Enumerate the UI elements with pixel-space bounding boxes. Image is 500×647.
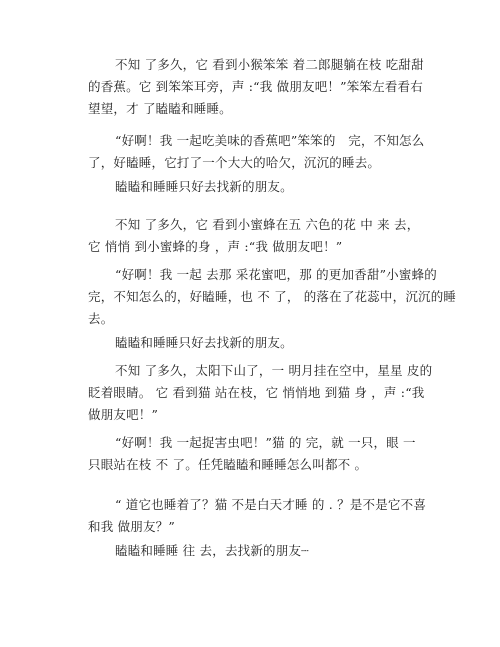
- paragraph-6-line-1: 瞌瞌和睡睡只好去找新的朋友。: [115, 335, 293, 350]
- paragraph-7-line-2: 眨着眼睛。 它 看到猫 站在枝，它 悄悄地 到猫 身 ，声 :“我: [88, 385, 425, 400]
- paragraph-10: [88, 540, 406, 562]
- paragraph-2-line-2: 了，好瞌睡，它打了一个大大的哈欠，沉沉的睡去。: [88, 155, 381, 170]
- paragraph-8-line-2: 只眼站在枝 不 了。任凭瞌瞌和睡睡怎么叫都不 。: [88, 457, 368, 472]
- paragraph-4: [88, 214, 420, 258]
- paragraph-8-line-1: “好啊！我 一起捉害虫吧！”猫 的 完，就 一只，眼 一: [115, 435, 416, 450]
- paragraph-2: [88, 130, 425, 174]
- paragraph-10-line-1: 瞌瞌和睡睡 往 去，去找新的朋友┈: [115, 543, 309, 558]
- paragraph-6: [88, 332, 406, 354]
- paragraph-9-line-1: “ 道它也睡着了？猫 不是白天才睡 的 . ？是不是它不喜: [115, 497, 427, 512]
- paragraph-3-line-1: 瞌瞌和睡睡只好去找新的朋友。: [115, 179, 293, 194]
- paragraph-1-line-3: 望望，才 了瞌瞌和睡睡。: [88, 101, 232, 116]
- paragraph-4-line-1: 不知 了多久，它 看到小蜜蜂在五 六色的花 中 来 去，: [115, 217, 420, 232]
- paragraph-7-line-1: 不知 了多久，太阳下山了，一 明月挂在空中，星星 皮的: [115, 363, 433, 378]
- paragraph-5-line-2: 完，不知怎么的，好瞌睡，也 不 了， 的落在了花蕊中，沉沉的睡: [88, 289, 457, 304]
- paragraph-7: [88, 360, 433, 426]
- paragraph-7-line-3: 做朋友吧！”: [88, 407, 159, 422]
- paragraph-1-line-2: 的香蕉。它 到笨笨耳旁，声 :“我 做朋友吧！”笨笨左看看右: [88, 79, 423, 94]
- paragraph-4-line-2: 它 悄悄 到小蜜蜂的身 ，声 :“我 做朋友吧！”: [88, 239, 343, 254]
- paragraph-5: [88, 264, 457, 330]
- paragraph-5-line-1: “好啊！我 一起 去那 采花蜜吧，那 的更加香甜”小蜜蜂的: [115, 267, 437, 282]
- paragraph-5-line-3: 去。: [88, 311, 114, 326]
- paragraph-9-line-2: 和我 做朋友？”: [88, 519, 175, 534]
- paragraph-2-line-1: “好啊！我 一起吃美味的香蕉吧”笨笨的 完，不知怎么: [115, 133, 425, 148]
- paragraph-9: [88, 494, 427, 538]
- paragraph-1-line-1: 不知 了多久，它 看到小猴笨笨 着二郎腿躺在枝 吃甜甜: [115, 57, 424, 72]
- paragraph-8: [88, 432, 416, 476]
- paragraph-3: [88, 176, 406, 198]
- paragraph-1: [88, 54, 424, 120]
